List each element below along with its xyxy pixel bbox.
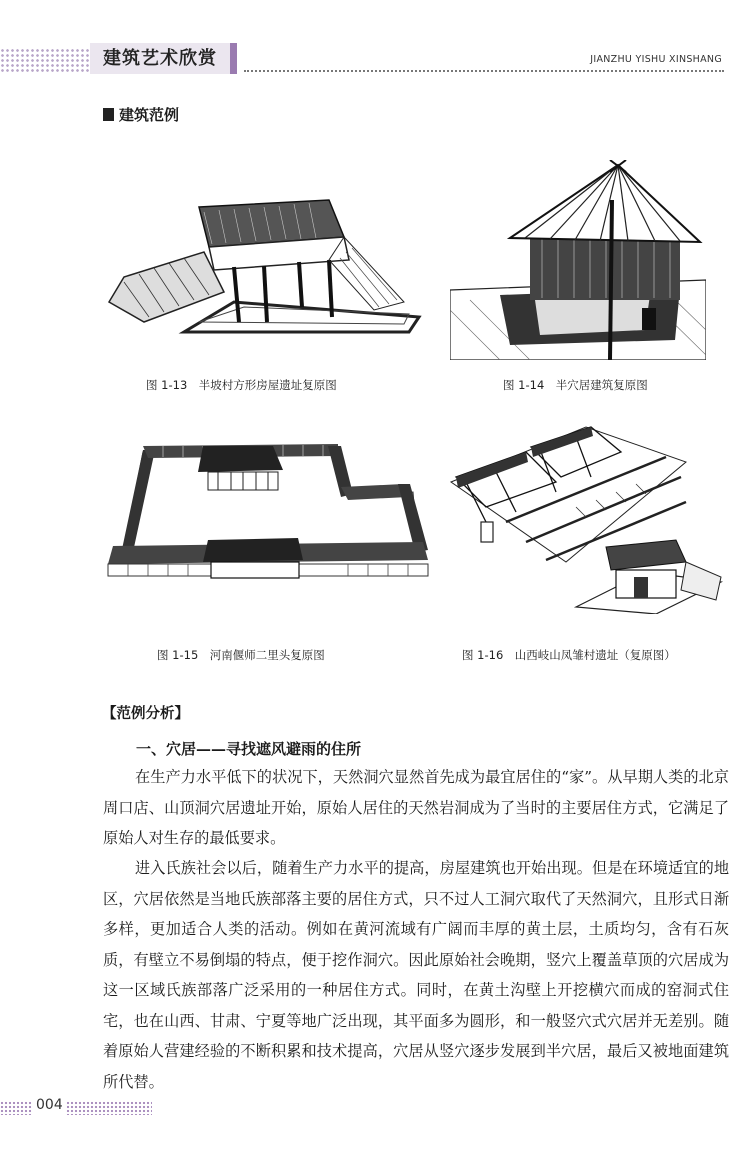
figure-1-13-caption: 图 1-13 半坡村方形房屋遗址复原图	[146, 378, 337, 392]
page-number: 004	[36, 1097, 63, 1113]
subsection-heading: 一、穴居——寻找遮风避雨的住所	[136, 740, 362, 758]
running-header-title: 建筑艺术欣赏	[90, 43, 237, 74]
figure-1-16-illustration	[446, 422, 724, 614]
analysis-heading: 【范例分析】	[102, 705, 189, 722]
figure-1-14-illustration	[450, 160, 706, 360]
section-heading	[103, 104, 179, 126]
body-paragraph-1: 在生产力水平低下的状况下，天然洞穴显然首先成为最宜居住的“家”。从早期人类的北京周口店、山顶洞穴居遗址开始，原始人居住的天然岩洞成为了当时的主要居住方式，它满足了原始人对生存的最低要求。	[103, 768, 729, 847]
footer-dot-pattern-left	[0, 1101, 32, 1115]
body-paragraph-2: 进入氏族社会以后，随着生产力水平的提高，房屋建筑也开始出现。但是在环境适宜的地区，穴居依然是当地氏族部落主要的居住方式，只不过人工洞穴取代了天然洞穴，且形式日渐多样，更加适合人类的活动。例如在黄河流域有广阔而丰厚的黄土层，土质均匀，含有石灰质，有壁立不易倒塌的特点，便于挖作洞穴。因此原始社会晚期，竖穴上覆盖草顶的穴居成为这一区域氏族部落广泛采用的一种居住方式。同时，在黄土沟壁上开挖横穴而成的窑洞式住宅，也在山西、甘肃、宁夏等地广泛出现，其平面多为圆形，和一般竖穴式穴居并无差别。随着原始人营建经验的不断积累和技术提高，穴居从竖穴逐步发展到半穴居，最后又被地面建筑所代替。	[103, 859, 729, 1091]
square-bullet-icon	[103, 108, 114, 121]
header-dot-pattern	[0, 48, 96, 72]
figure-1-15-illustration	[103, 442, 433, 582]
figure-1-13-illustration	[104, 182, 424, 347]
section-heading-text: 建筑范例	[119, 106, 180, 124]
figure-1-14-caption: 图 1-14 半穴居建筑复原图	[503, 378, 648, 392]
running-header-pinyin: JIANZHU YISHU XINSHANG	[590, 54, 722, 65]
header-dotted-rule	[244, 70, 724, 72]
figure-1-16-caption: 图 1-16 山西岐山凤雏村遗址（复原图）	[462, 648, 676, 662]
footer-dot-pattern-right	[66, 1101, 152, 1115]
figure-1-15-caption: 图 1-15 河南偃师二里头复原图	[157, 648, 325, 662]
